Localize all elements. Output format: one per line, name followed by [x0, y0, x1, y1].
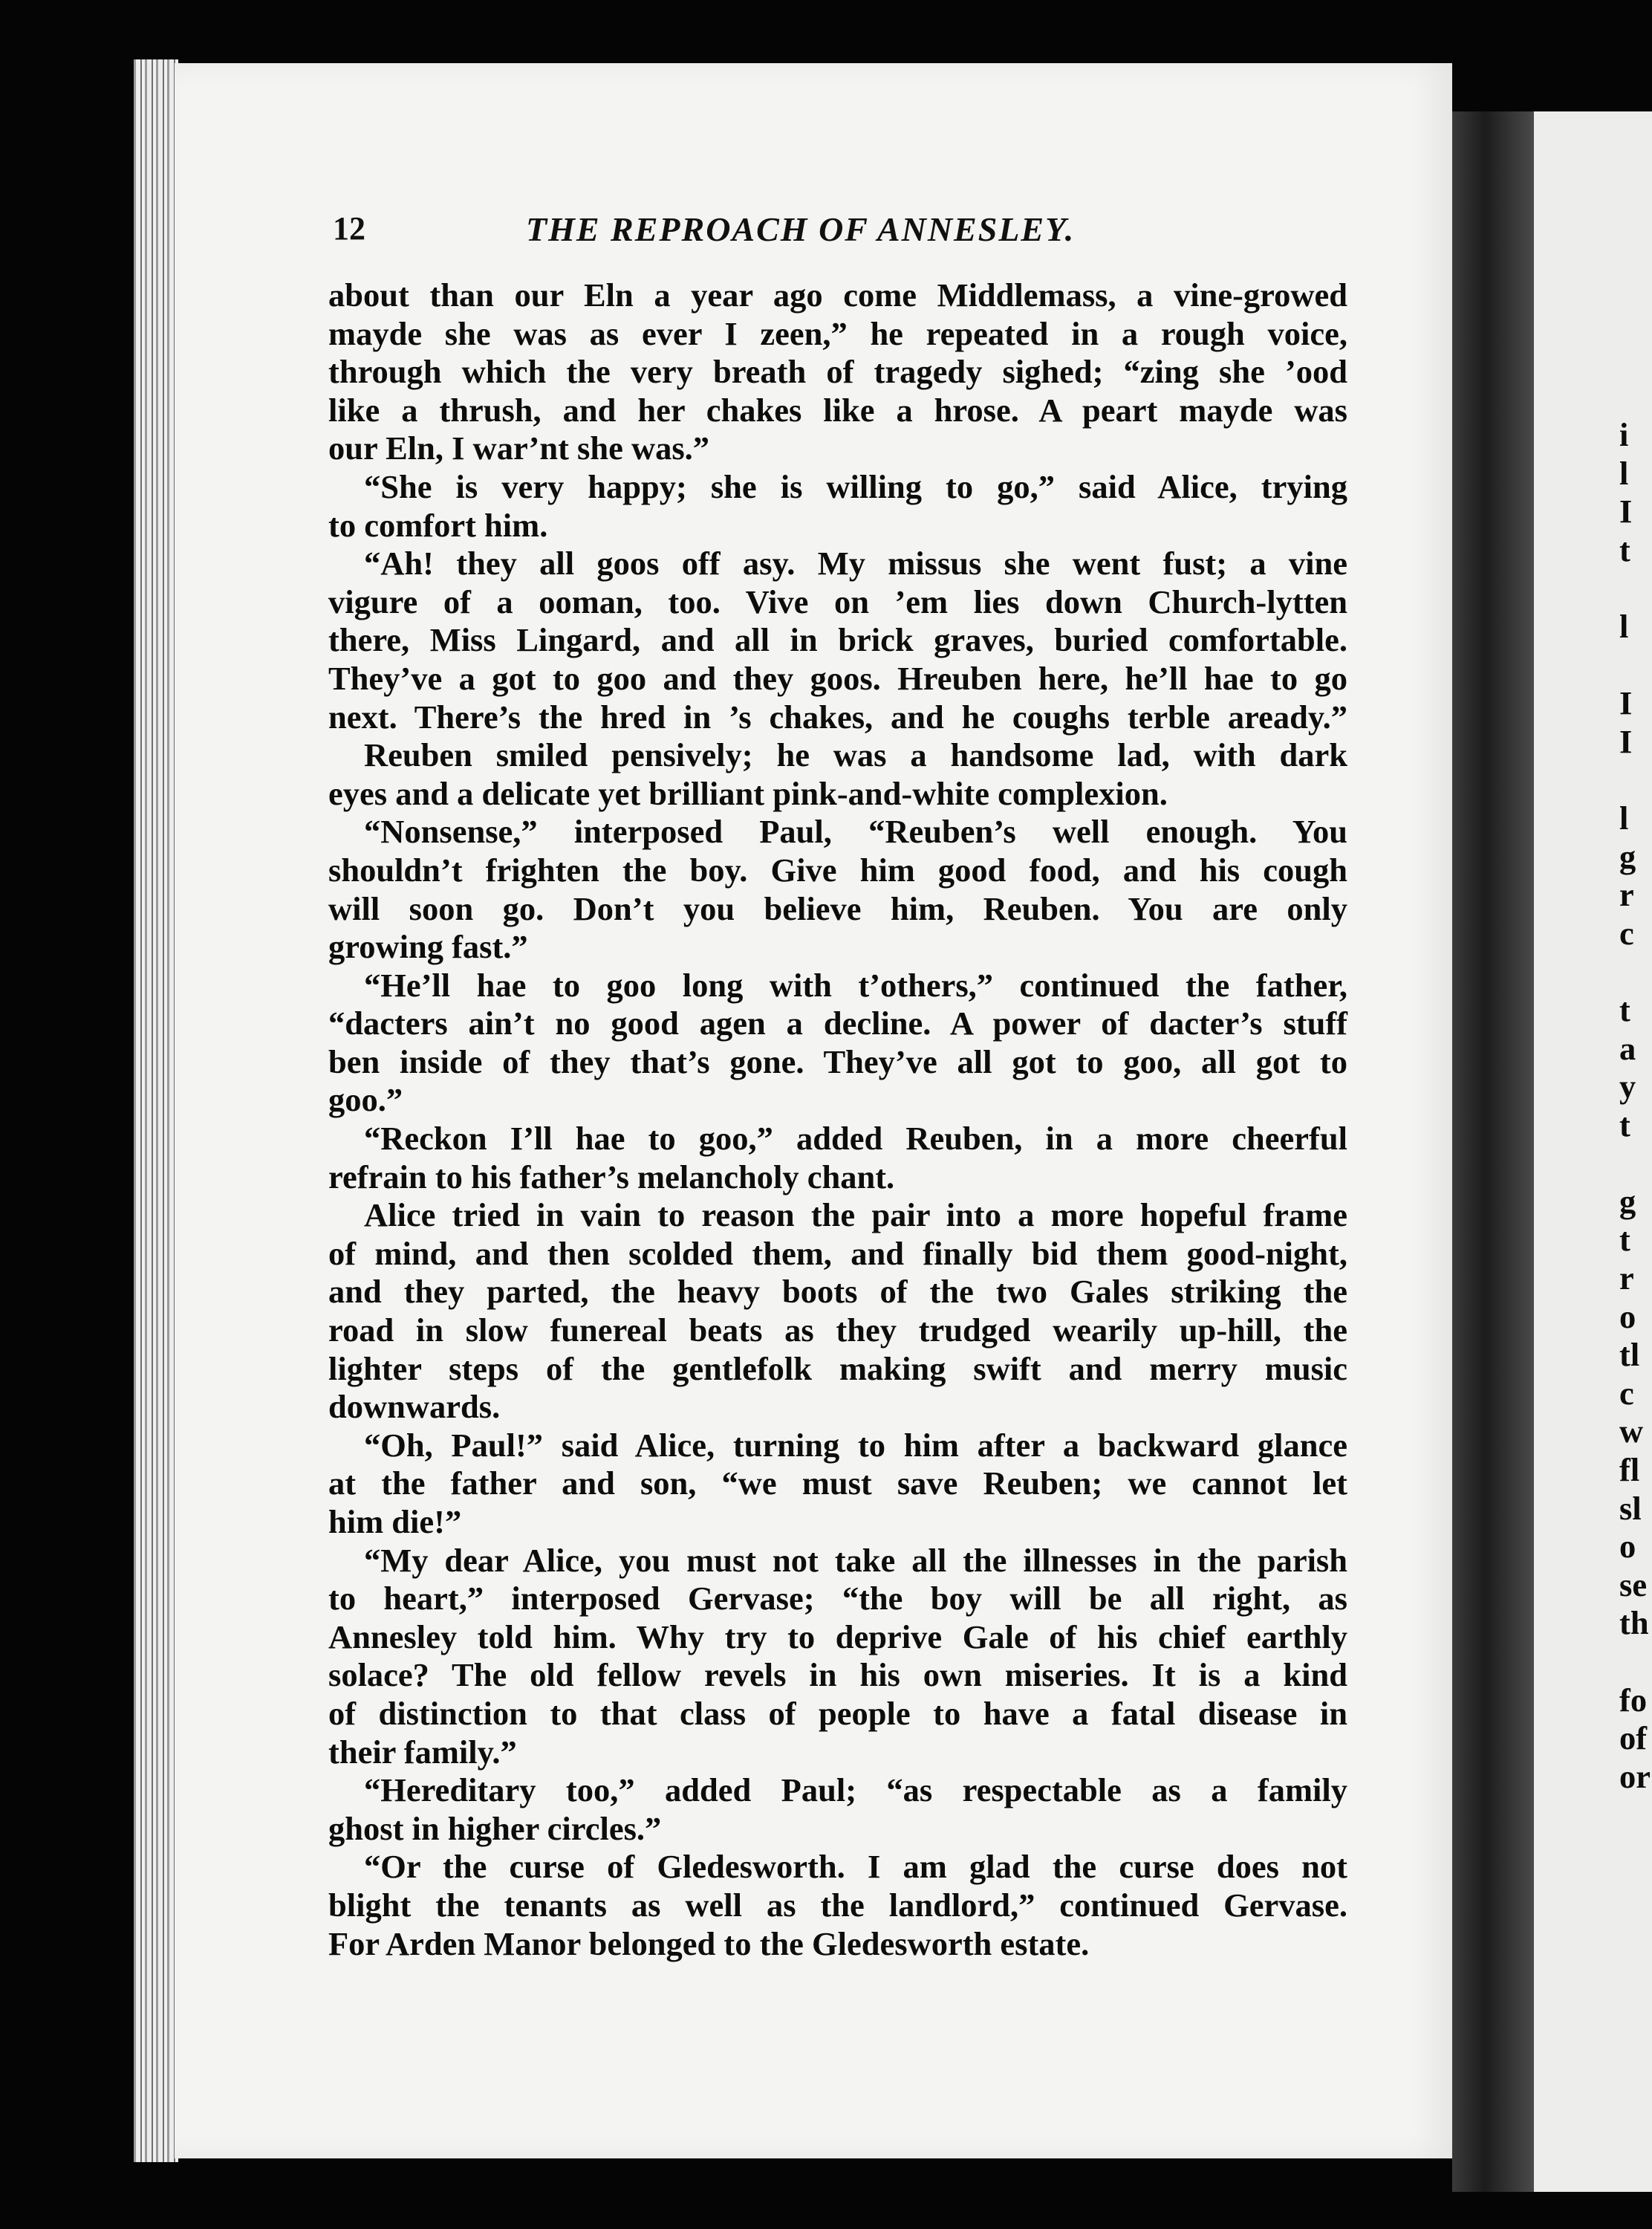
- text-line: of distinction to that class of people to have a fatal disease in: [328, 1694, 1347, 1732]
- text-line: lighter steps of the gentlefolk making swift and merry music: [328, 1349, 1347, 1387]
- facing-page-fragment: I: [1619, 493, 1633, 531]
- text-line: about than our Eln a year ago come Middlemass, a vine-growed: [328, 276, 1347, 314]
- facing-page-fragment: [1619, 761, 1652, 799]
- running-title: THE REPROACH OF ANNESLEY.: [526, 210, 1076, 248]
- facing-page-fragment: th: [1619, 1604, 1649, 1642]
- text-line: to comfort him.: [328, 506, 548, 544]
- facing-page-fragment: g: [1619, 1182, 1636, 1220]
- text-line: “Or the curse of Gledesworth. I am glad the curse does not: [364, 1848, 1347, 1886]
- facing-page-fragment: t: [1619, 990, 1630, 1028]
- facing-page-fragment: I: [1619, 684, 1633, 722]
- text-line: “Ah! they all goos off asy. My missus she went fust; a vine: [364, 545, 1347, 583]
- facing-page-fragment: t: [1619, 1106, 1630, 1143]
- facing-page-text: [1619, 416, 1652, 1796]
- text-line: “My dear Alice, you must not take all the illnesses in the parish: [364, 1541, 1347, 1579]
- text-line: and they parted, the heavy boots of the two Gales striking the: [328, 1273, 1347, 1311]
- text-line: ben inside of they that’s gone. They’ve all got to goo, all got to: [328, 1042, 1347, 1080]
- text-line: blight the tenants as well as the landlord,” continued Gervase.: [328, 1886, 1347, 1924]
- page-number: 12: [333, 210, 365, 247]
- text-line: ghost in higher circles.”: [328, 1809, 662, 1847]
- text-line: there, Miss Lingard, and all in brick graves, buried comfortable.: [328, 621, 1347, 659]
- facing-page-fragment: l: [1619, 607, 1629, 645]
- text-line: “He’ll hae to goo long with t’others,” continued the father,: [364, 966, 1347, 1004]
- text-line: their family.”: [328, 1733, 517, 1771]
- facing-page-fragment: fl: [1619, 1451, 1640, 1489]
- facing-page-fragment: [1619, 569, 1652, 608]
- text-line: vigure of a ooman, too. Vive on ’em lies down Church-lytten: [328, 583, 1347, 620]
- text-line: like a thrush, and her chakes like a hrose. A peart mayde was: [328, 391, 1347, 429]
- facing-page-fragment: w: [1619, 1412, 1644, 1450]
- running-head: [333, 210, 1352, 254]
- facing-page-fragment: r: [1619, 876, 1634, 914]
- text-line: growing fast.”: [328, 928, 528, 966]
- text-line: Reuben smiled pensively; he was a handsome lad, with dark: [364, 736, 1347, 774]
- facing-page-fragment: a: [1619, 1029, 1636, 1067]
- facing-page-fragment: or: [1619, 1757, 1651, 1795]
- text-line: at the father and son, “we must save Reuben; we cannot let: [328, 1464, 1347, 1502]
- facing-page-fragment: I: [1619, 722, 1633, 760]
- text-line: road in slow funereal beats as they trudged wearily up-hill, the: [328, 1311, 1347, 1349]
- page-edges: [134, 59, 178, 2162]
- text-line: Alice tried in vain to reason the pair into a more hopeful frame: [364, 1196, 1347, 1234]
- facing-page-fragment: g: [1619, 837, 1636, 875]
- body-text: [328, 276, 1347, 1963]
- text-line: downwards.: [328, 1388, 501, 1426]
- facing-page-fragment: tl: [1619, 1336, 1640, 1374]
- text-line: will soon go. Don’t you believe him, Reuben. You are only: [328, 889, 1347, 927]
- facing-page-fragment: o: [1619, 1297, 1636, 1335]
- facing-page-fragment: c: [1619, 914, 1634, 952]
- text-line: of mind, and then scolded them, and finally bid them good-night,: [328, 1234, 1347, 1272]
- facing-page-fragment: [1619, 1643, 1652, 1681]
- text-line: “She is very happy; she is willing to go,” said Alice, trying: [364, 467, 1347, 505]
- facing-page-fragment: o: [1619, 1528, 1636, 1566]
- text-line: “Reckon I’ll hae to goo,” added Reuben, in a more cheerful: [364, 1120, 1347, 1158]
- facing-page-fragment: sl: [1619, 1489, 1642, 1527]
- facing-page-fragment: se: [1619, 1566, 1648, 1603]
- text-line: For Arden Manor belonged to the Gledesworth estate.: [328, 1924, 1090, 1962]
- text-line: solace? The old fellow revels in his own miseries. It is a kind: [328, 1656, 1347, 1694]
- facing-page-fragment: [1619, 953, 1652, 991]
- text-line: Annesley told him. Why try to deprive Gale of his chief earthly: [328, 1618, 1347, 1655]
- facing-page-fragment: l: [1619, 454, 1629, 492]
- text-line: mayde she was as ever I zeen,” he repeated in a rough voice,: [328, 314, 1347, 352]
- facing-page-fragment: [1619, 1144, 1652, 1183]
- facing-page-fragment: i: [1619, 416, 1629, 453]
- text-line: refrain to his father’s melancholy chant.: [328, 1158, 895, 1195]
- facing-page-fragment: [1619, 646, 1652, 685]
- text-line: next. There’s the hred in ’s chakes, and he coughs terble aready.”: [328, 698, 1347, 736]
- text-line: shouldn’t frighten the boy. Give him good food, and his cough: [328, 851, 1347, 889]
- facing-page-fragment: t: [1619, 531, 1630, 568]
- text-line: “Hereditary too,” added Paul; “as respectable as a family: [364, 1771, 1347, 1809]
- facing-page-fragment: fo: [1619, 1681, 1648, 1719]
- text-line: through which the very breath of tragedy sighed; “zing she ’ood: [328, 353, 1347, 391]
- facing-page-fragment: l: [1619, 799, 1629, 837]
- facing-page-fragment: y: [1619, 1068, 1636, 1106]
- facing-page-fragment: of: [1619, 1719, 1648, 1757]
- facing-page-fragment: c: [1619, 1374, 1634, 1412]
- book-gutter: [1452, 111, 1534, 2192]
- facing-page-fragment: t: [1619, 1221, 1630, 1259]
- text-line: our Eln, I war’nt she was.”: [328, 429, 710, 467]
- text-line: eyes and a delicate yet brilliant pink-and-white complexion.: [328, 774, 1168, 812]
- text-line: “Nonsense,” interposed Paul, “Reuben’s well enough. You: [364, 813, 1347, 851]
- text-line: “dacters ain’t no good agen a decline. A power of dacter’s stuff: [328, 1005, 1347, 1042]
- text-line: goo.”: [328, 1081, 403, 1119]
- facing-page-fragment: r: [1619, 1259, 1634, 1297]
- text-line: him die!”: [328, 1503, 462, 1540]
- text-line: “Oh, Paul!” said Alice, turning to him after a backward glance: [364, 1426, 1347, 1464]
- text-line: They’ve a got to goo and they goos. Hreuben here, he’ll hae to go: [328, 659, 1347, 697]
- text-line: to heart,” interposed Gervase; “the boy will be all right, as: [328, 1580, 1347, 1618]
